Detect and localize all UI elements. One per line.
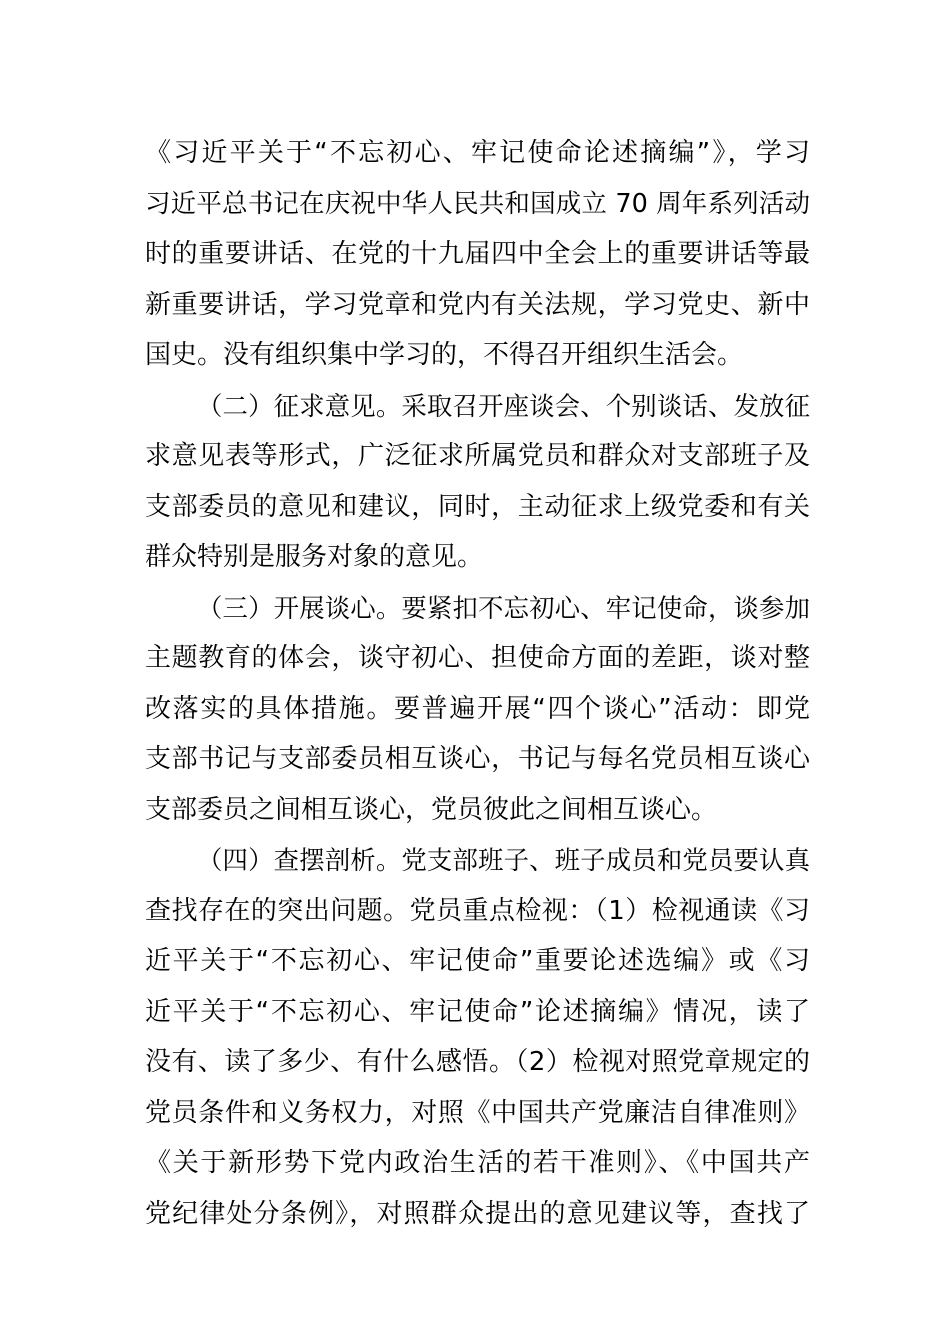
text-line: 《习近平关于“不忘初心、牢记使命论述摘编”》，学习 bbox=[145, 138, 810, 168]
text-line: 支部委员的意见和建议，同时，主动征求上级党委和有关 bbox=[145, 491, 810, 522]
text-line: 《关于新形势下党内政治生活的若干准则》、《中国共产 bbox=[145, 1148, 810, 1178]
text-line: 党员条件和义务权力，对照《中国共产党廉洁自律准则》 bbox=[145, 1097, 810, 1128]
text-line: 群众特别是服务对象的意见。 bbox=[145, 542, 484, 572]
text-line: 求意见表等形式，广泛征求所属党员和群众对支部班子及 bbox=[145, 441, 810, 471]
text-line: 国史。没有组织集中学习的，不得召开组织生活会。 bbox=[145, 340, 744, 370]
text-line: （二）征求意见。采取召开座谈会、个别谈话、发放征 bbox=[197, 390, 810, 421]
text-line: 支部书记与支部委员相互谈心，书记与每名党员相互谈心 bbox=[145, 744, 810, 774]
text-line: 时的重要讲话、在党的十九届四中全会上的重要讲话等最 bbox=[145, 239, 810, 269]
text-line: 习近平总书记在庆祝中华人民共和国成立 70 周年系列活动 bbox=[145, 188, 810, 219]
text-line: 没有、读了多少、有什么感悟。（2）检视对照党章规定的 bbox=[145, 1047, 810, 1077]
body-text bbox=[145, 128, 810, 1239]
text-line: 近平关于“不忘初心、牢记使命”重要论述选编》或《习 bbox=[145, 946, 810, 976]
text-line: 近平关于“不忘初心、牢记使命”论述摘编》情况，读了 bbox=[145, 996, 810, 1027]
text-line: 党纪律处分条例》，对照群众提出的意见建议等，查找了 bbox=[145, 1198, 810, 1229]
text-line: 新重要讲话，学习党章和党内有关法规，学习党史、新中 bbox=[145, 289, 810, 320]
text-line: （三）开展谈心。要紧扣不忘初心、牢记使命，谈参加 bbox=[197, 592, 810, 623]
text-line: 主题教育的体会，谈守初心、担使命方面的差距，谈对整 bbox=[145, 643, 810, 673]
text-line: 查找存在的突出问题。党员重点检视：（1）检视通读《习 bbox=[145, 895, 810, 926]
text-line: 支部委员之间相互谈心，党员彼此之间相互谈心。 bbox=[145, 794, 718, 825]
text-line: 改落实的具体措施。要普遍开展“四个谈心”活动：即党 bbox=[145, 693, 810, 724]
text-line: （四）查摆剖析。党支部班子、班子成员和党员要认真 bbox=[197, 845, 810, 875]
